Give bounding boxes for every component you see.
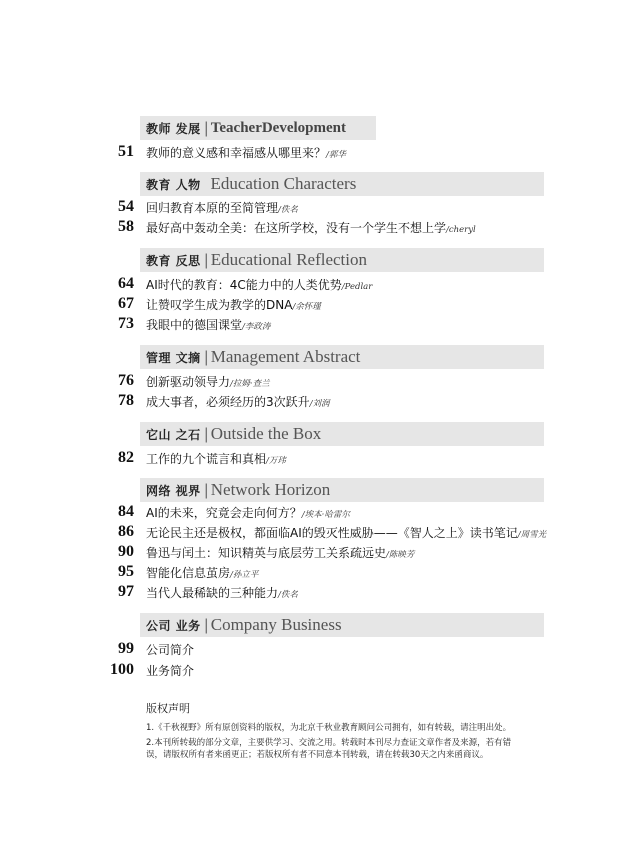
entry-title: 成大事者，必须经历的3次跃升 [146,394,310,409]
entry-author: /佚名 [278,589,298,600]
entry-title: 回归教育本原的至简管理 [146,200,279,215]
entry-author: /陈映芳 [386,549,415,560]
toc-entry[interactable] [0,639,632,659]
toc-entry[interactable] [0,391,632,411]
toc-entry[interactable] [0,197,632,217]
copyright-item: 2.本刊所转载的部分文章，主要供学习、交流之用。转载时本刊尽力查证文章作者及来源，若有错误，请版权所有者来函更正；若版权所有者不同意本刊转载，请在转载30天之内来函商议。 [146,737,512,760]
section-title-cn: 网络 视界 [146,483,201,498]
section-header [140,613,544,637]
entry-title: 当代人最稀缺的三种能力 [146,585,279,600]
entry-title: 无论民主还是极权，都面临AI的毁灭性威胁——《智人之上》读书笔记 [146,525,518,540]
page-number: 97 [118,583,134,600]
entry-author: /周雪光 [517,529,547,540]
section-header [140,478,544,502]
section-title-en: Network Horizon [210,480,331,499]
entry-author: /孙立平 [230,569,259,580]
entry-title: 工作的九个谎言和真相 [146,451,267,466]
section-divider: | [203,616,209,634]
toc-entry[interactable] [0,294,632,314]
page-number: 95 [118,563,134,580]
section-header [140,116,376,140]
page-number: 84 [118,503,134,520]
entry-title: AI时代的教育：4C能力中的人类优势 [146,277,342,292]
section-title-en: Management Abstract [210,347,361,366]
entry-title: 让赞叹学生成为教学的DNA [146,297,293,312]
section-title-en: Outside the Box [210,424,322,443]
entry-author: /郭华 [326,149,346,160]
toc-entry[interactable] [0,217,632,237]
section-title-cn: 教师 发展 [146,121,201,136]
section-title-en: Educational Reflection [210,250,367,269]
toc-entry[interactable] [0,582,632,602]
page-number: 58 [118,218,134,235]
entry-author: /Pedlar [341,281,373,292]
entry-title: 我眼中的德国课堂 [146,317,243,332]
section-title-en: TeacherDevelopment [210,119,346,136]
section-divider: | [203,119,209,137]
entry-title: 教师的意义感和幸福感从哪里来？ [146,145,327,160]
page-number: 86 [118,523,134,540]
section-title-cn: 公司 业务 [146,618,201,633]
page-number: 78 [118,392,134,409]
toc-entry[interactable] [0,660,632,680]
page-number: 76 [118,372,134,389]
section-divider: | [203,425,209,443]
copyright-title: 版权声明 [146,702,190,715]
toc-entry[interactable] [0,542,632,562]
entry-title: 业务简介 [146,663,195,678]
toc-entry[interactable] [0,142,632,162]
toc-entry[interactable] [0,522,632,542]
toc-entry[interactable] [0,562,632,582]
section-header [140,248,544,272]
page-number: 90 [118,543,134,560]
section-title-cn: 教育 反思 [146,253,201,268]
entry-title: AI的未来，究竟会走向何方？ [146,505,302,520]
page-number: 82 [118,449,134,466]
page-number: 99 [118,640,134,657]
section-divider: | [203,481,209,499]
entry-title: 创新驱动领导力 [146,374,231,389]
entry-author: /刘润 [309,398,330,409]
toc-entry[interactable] [0,371,632,391]
entry-author: /佚名 [278,204,298,215]
entry-author: /万玮 [266,455,286,466]
section-header [140,172,544,196]
page-number: 64 [118,275,134,292]
entry-title: 鲁迅与闰土：知识精英与底层劳工关系疏远史 [146,545,387,560]
section-title-en: Education Characters [210,174,357,193]
section-header [140,345,544,369]
section-title-cn: 管理 文摘 [146,350,201,365]
section-title-en: Company Business [210,615,342,634]
entry-author: /cheryl [446,224,476,235]
page-number: 54 [118,198,134,215]
page-number: 51 [118,143,134,160]
section-header [140,422,544,446]
section-divider: | [203,348,209,366]
toc-entry[interactable] [0,502,632,522]
page-number: 100 [110,661,134,678]
page-number: 73 [118,315,134,332]
section-divider [204,175,209,193]
entry-title: 公司简介 [146,642,195,657]
toc-entry[interactable] [0,314,632,334]
entry-title: 最好高中轰动全美：在这所学校，没有一个学生不想上学 [146,220,447,235]
entry-author: /余怀瑾 [292,301,321,312]
section-divider: | [203,251,209,269]
page-number: 67 [118,295,134,312]
copyright-notice [146,700,516,764]
entry-author: /李政涛 [242,321,271,332]
copyright-item: 1.《千秋视野》所有原创资料的版权，为北京千秋业教育顾问公司拥有，如有转载，请注明出处。 [146,723,512,733]
section-title-cn: 它山 之石 [146,427,201,442]
entry-author: /埃本·哈雷尔 [301,509,350,520]
toc-entry[interactable] [0,448,632,468]
section-title-cn: 教育 人物 [146,177,201,192]
entry-title: 智能化信息茧房 [146,565,231,580]
toc-entry[interactable] [0,274,632,294]
entry-author: /拉姆·查兰 [230,378,270,389]
